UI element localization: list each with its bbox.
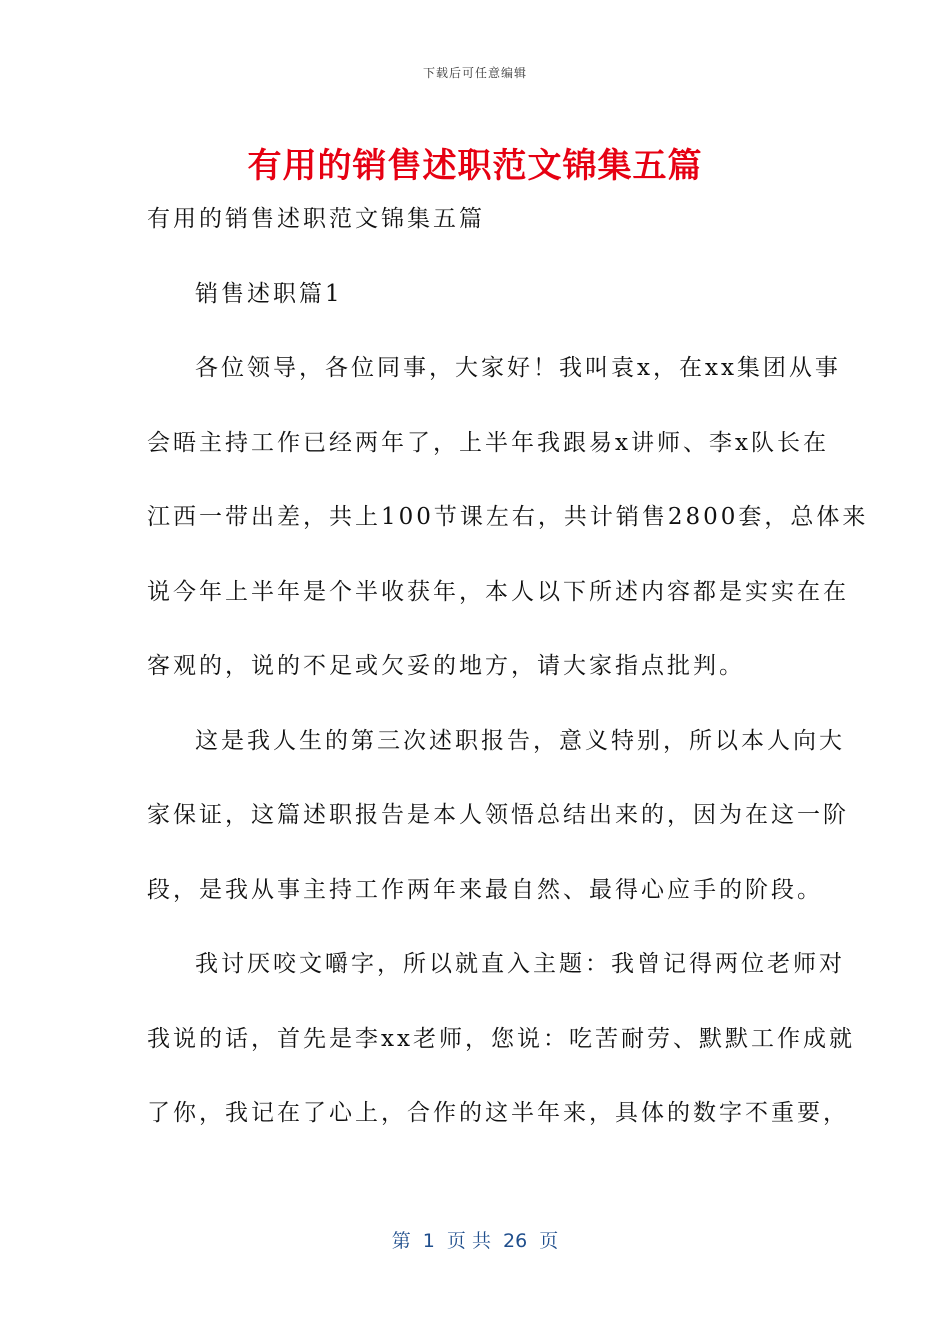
body-line: 江西一带出差，共上100节课左右，共计销售2800套，总体来 bbox=[147, 504, 869, 530]
header-note: 下载后可任意编辑 bbox=[422, 66, 527, 80]
body-line: 我说的话，首先是李xx老师，您说：吃苦耐劳、默默工作成就 bbox=[147, 1025, 855, 1052]
page-footer: 第 1 页 共 26 页 bbox=[391, 1230, 559, 1252]
body-line: 会晤主持工作已经两年了，上半年我跟易x讲师、李x队长在 bbox=[147, 429, 829, 456]
body-line: 了你，我记在了心上，合作的这半年来，具体的数字不重要， bbox=[147, 1100, 849, 1126]
document-title: 有用的销售述职范文锦集五篇 bbox=[247, 146, 703, 186]
body-line: 段，是我从事主持工作两年来最自然、最得心应手的阶段。 bbox=[147, 876, 823, 903]
body-line: 客观的，说的不足或欠妥的地方，请大家指点批判。 bbox=[147, 653, 745, 679]
body-line: 有用的销售述职范文锦集五篇 bbox=[147, 206, 485, 232]
body-line: 我讨厌咬文嚼字，所以就直入主题：我曾记得两位老师对 bbox=[195, 951, 845, 977]
section-heading: 销售述职篇1 bbox=[195, 280, 343, 307]
body-line: 这是我人生的第三次述职报告，意义特别，所以本人向大 bbox=[195, 727, 845, 754]
body-line: 说今年上半年是个半收获年，本人以下所述内容都是实实在在 bbox=[147, 578, 849, 605]
body-line: 各位领导，各位同事，大家好！我叫袁x，在xx集团从事 bbox=[195, 355, 841, 381]
document-body bbox=[147, 182, 869, 1151]
body-line: 家保证，这篇述职报告是本人领悟总结出来的，因为在这一阶 bbox=[147, 802, 849, 828]
